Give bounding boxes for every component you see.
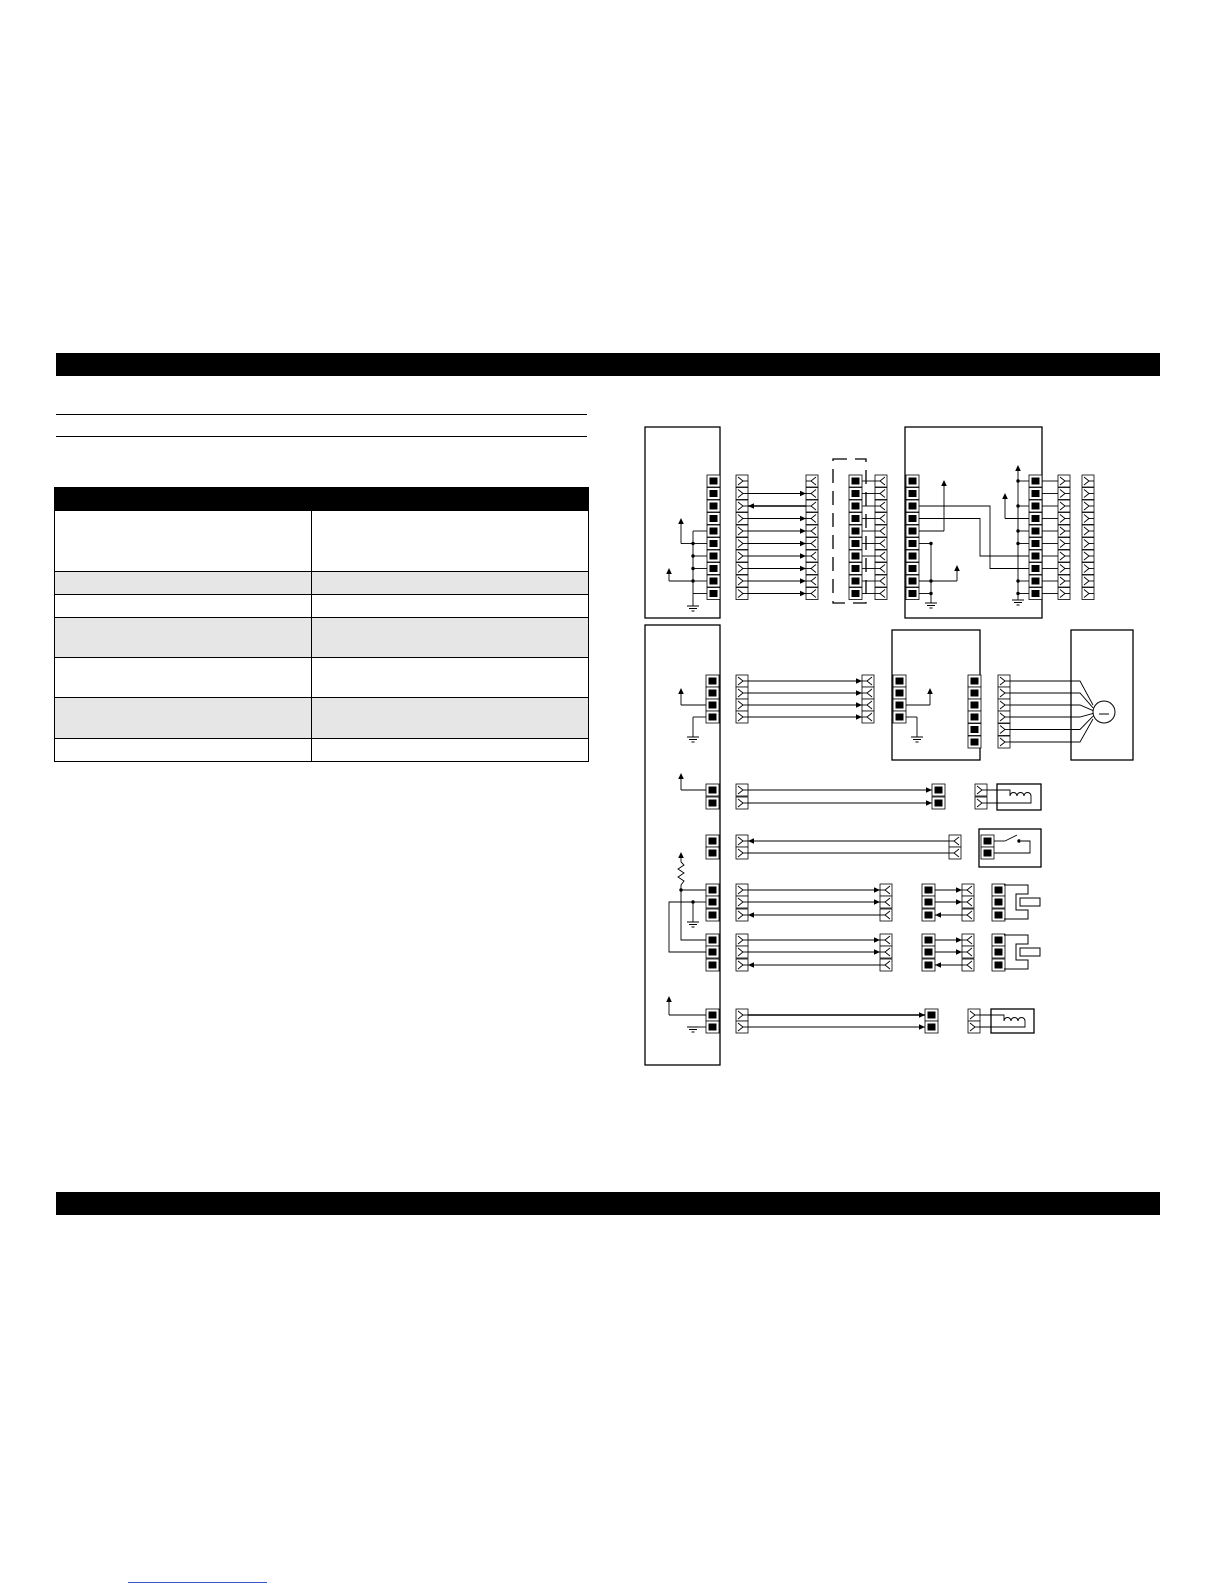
wire bbox=[980, 1021, 1025, 1027]
arrowhead bbox=[935, 912, 941, 918]
connector-pin-contact bbox=[709, 949, 717, 956]
connector-pin-contact bbox=[1032, 565, 1040, 572]
photo-interrupter-icon bbox=[1020, 898, 1040, 906]
junction-dot bbox=[929, 592, 932, 595]
arrowhead bbox=[956, 899, 962, 905]
connector-pin-contact bbox=[710, 565, 718, 572]
connector-pin-contact bbox=[995, 937, 1003, 944]
table-cell bbox=[55, 618, 312, 657]
arrowhead bbox=[954, 565, 960, 571]
wire bbox=[681, 890, 706, 940]
table-cell bbox=[312, 618, 588, 657]
table-cell bbox=[312, 658, 588, 697]
footer-link[interactable] bbox=[128, 1570, 267, 1583]
table-header-cell bbox=[55, 488, 312, 510]
solenoid-coil-icon bbox=[1004, 1018, 1025, 1022]
connector-pin-contact bbox=[709, 962, 717, 969]
arrowhead bbox=[919, 1012, 925, 1018]
connector-pin-contact bbox=[709, 937, 717, 944]
connector-pin-contact bbox=[909, 590, 917, 597]
connector-pin-contact bbox=[896, 702, 904, 709]
connector-pin-contact bbox=[1032, 540, 1040, 547]
arrowhead bbox=[666, 568, 672, 574]
connector-pin-contact bbox=[1032, 553, 1040, 560]
arrowhead bbox=[856, 690, 862, 696]
connector-pin-contact bbox=[971, 690, 979, 697]
connector-pin-contact bbox=[710, 478, 718, 485]
table-row bbox=[55, 658, 588, 698]
arrowhead bbox=[926, 800, 932, 806]
junction-dot bbox=[691, 542, 694, 545]
wire bbox=[987, 790, 1010, 796]
connector-pin-contact bbox=[935, 787, 943, 794]
connector-pin-contact bbox=[709, 800, 717, 807]
table-header-row bbox=[55, 488, 588, 511]
wire bbox=[1010, 719, 1093, 742]
connector-pin-contact bbox=[995, 887, 1003, 894]
connector-pin-contact bbox=[995, 912, 1003, 919]
table-cell bbox=[55, 511, 312, 571]
connector-pin-contact bbox=[909, 490, 917, 497]
arrowhead bbox=[935, 962, 941, 968]
connector-pin-contact bbox=[925, 962, 933, 969]
arrowhead bbox=[956, 949, 962, 955]
connector-pin-contact bbox=[928, 1012, 936, 1019]
wiring-diagram bbox=[620, 410, 1160, 1080]
arrowhead bbox=[748, 962, 754, 968]
wire bbox=[1010, 716, 1093, 729]
connector-pin-contact bbox=[971, 678, 979, 685]
arrowhead bbox=[1002, 493, 1008, 499]
connector-pin-contact bbox=[1032, 528, 1040, 535]
panel-board bbox=[905, 427, 1042, 618]
section-title bbox=[56, 414, 587, 437]
arrowhead bbox=[874, 949, 880, 955]
arrowhead bbox=[874, 937, 880, 943]
connector-pin-contact bbox=[852, 540, 860, 547]
connector-pin-contact bbox=[710, 553, 718, 560]
solenoid-unit bbox=[997, 784, 1041, 810]
table-cell bbox=[312, 739, 588, 761]
switch-icon bbox=[1005, 835, 1017, 841]
connector-pin-contact bbox=[710, 578, 718, 585]
connector-pin-contact bbox=[710, 515, 718, 522]
connector-pin-contact bbox=[1032, 590, 1040, 597]
arrowhead bbox=[919, 1024, 925, 1030]
connector-pin-contact bbox=[984, 838, 992, 845]
arrowhead bbox=[678, 518, 684, 524]
connector-pin-contact bbox=[909, 540, 917, 547]
connector-pin-contact bbox=[852, 590, 860, 597]
motor-unit bbox=[1071, 630, 1133, 760]
arrowhead bbox=[678, 852, 684, 858]
arrowhead bbox=[1015, 465, 1021, 471]
connector-pin-contact bbox=[709, 787, 717, 794]
connector-pin-contact bbox=[710, 590, 718, 597]
table-cell bbox=[55, 698, 312, 738]
junction-dot bbox=[929, 542, 932, 545]
table-cell bbox=[312, 595, 588, 617]
wire bbox=[919, 506, 1029, 569]
table-cell bbox=[55, 658, 312, 697]
connector-pin-contact bbox=[710, 528, 718, 535]
arrowhead bbox=[800, 566, 806, 572]
junction-dot bbox=[1016, 504, 1019, 507]
junction-dot bbox=[1016, 542, 1019, 545]
connector-pin-contact bbox=[995, 899, 1003, 906]
arrowhead bbox=[941, 480, 947, 486]
connector-pin-contact bbox=[909, 578, 917, 585]
arrowhead bbox=[678, 688, 684, 694]
connector-pin-contact bbox=[971, 702, 979, 709]
connector-pin-contact bbox=[1032, 478, 1040, 485]
connector-pin-contact bbox=[995, 949, 1003, 956]
table-row bbox=[55, 595, 588, 618]
connector-pin-contact bbox=[852, 490, 860, 497]
photo-interrupter-icon bbox=[1020, 948, 1040, 956]
connector-pin-contact bbox=[709, 850, 717, 857]
connector-pin-contact bbox=[971, 726, 979, 733]
connector-pin-contact bbox=[852, 565, 860, 572]
motor-icon bbox=[1093, 701, 1115, 723]
junction-dot bbox=[1016, 579, 1019, 582]
photo-interrupter-icon bbox=[1004, 885, 1028, 919]
junction-dot bbox=[929, 579, 932, 582]
connector-pin-contact bbox=[925, 949, 933, 956]
connector-pin-contact bbox=[852, 478, 860, 485]
arrowhead bbox=[874, 887, 880, 893]
arrowhead bbox=[748, 838, 754, 844]
arrowhead bbox=[678, 773, 684, 779]
resistor-icon bbox=[678, 862, 684, 890]
arrowhead bbox=[956, 887, 962, 893]
connector-pin-contact bbox=[925, 887, 933, 894]
table-cell bbox=[55, 739, 312, 761]
wire bbox=[1010, 705, 1093, 711]
connector-pin-contact bbox=[709, 678, 717, 685]
connector-pin-contact bbox=[925, 912, 933, 919]
arrowhead bbox=[856, 678, 862, 684]
connector-pin-contact bbox=[1032, 515, 1040, 522]
table-header-cell bbox=[312, 488, 588, 510]
spec-table bbox=[54, 487, 589, 762]
wire bbox=[669, 902, 706, 952]
connector-pin-contact bbox=[709, 899, 717, 906]
connector-pin-contact bbox=[925, 937, 933, 944]
connector-pin-contact bbox=[909, 478, 917, 485]
connector-pin-contact bbox=[852, 528, 860, 535]
table-cell bbox=[55, 595, 312, 617]
connector-pin-contact bbox=[709, 912, 717, 919]
wire bbox=[919, 519, 1029, 557]
connector-pin-contact bbox=[909, 565, 917, 572]
switch-icon bbox=[994, 841, 1030, 853]
connector-pin-contact bbox=[971, 714, 979, 721]
junction-dot bbox=[1016, 479, 1019, 482]
connector-pin-contact bbox=[709, 714, 717, 721]
connector-pin-contact bbox=[984, 850, 992, 857]
connector-pin-contact bbox=[710, 540, 718, 547]
connector-pin-contact bbox=[852, 503, 860, 510]
arrowhead bbox=[748, 912, 754, 918]
table-row bbox=[55, 618, 588, 658]
arrowhead bbox=[874, 899, 880, 905]
arrowhead bbox=[800, 591, 806, 597]
wire bbox=[980, 1015, 1004, 1021]
header-bar bbox=[56, 353, 1160, 376]
connector-pin-contact bbox=[852, 578, 860, 585]
table-cell bbox=[312, 572, 588, 594]
wire bbox=[987, 796, 1031, 803]
connector-pin-contact bbox=[971, 739, 979, 746]
connector-pin-contact bbox=[909, 515, 917, 522]
connector-pin-contact bbox=[710, 490, 718, 497]
connector-pin-contact bbox=[896, 678, 904, 685]
arrowhead bbox=[800, 578, 806, 584]
connector-pin-contact bbox=[709, 1012, 717, 1019]
arrowhead bbox=[748, 503, 754, 509]
connector-pin-contact bbox=[935, 800, 943, 807]
connector-pin-contact bbox=[852, 553, 860, 560]
table-row bbox=[55, 698, 588, 739]
connector-pin-contact bbox=[710, 503, 718, 510]
footer-bar bbox=[56, 1192, 1160, 1215]
arrowhead bbox=[856, 714, 862, 720]
arrowhead bbox=[800, 528, 806, 534]
junction-dot bbox=[1017, 839, 1020, 842]
table-row bbox=[55, 739, 588, 761]
connector-pin-contact bbox=[896, 690, 904, 697]
solenoid-unit bbox=[991, 1009, 1034, 1033]
junction-dot bbox=[691, 579, 694, 582]
arrowhead bbox=[800, 553, 806, 559]
junction-dot bbox=[1016, 592, 1019, 595]
arrowhead bbox=[800, 491, 806, 497]
connector-pin-contact bbox=[1032, 503, 1040, 510]
arrowhead bbox=[927, 688, 933, 694]
connector-pin-contact bbox=[709, 838, 717, 845]
wire bbox=[1010, 713, 1093, 717]
connector-pin-contact bbox=[909, 553, 917, 560]
table-cell bbox=[55, 572, 312, 594]
connector-pin-contact bbox=[1032, 490, 1040, 497]
arrowhead bbox=[956, 937, 962, 943]
junction-dot bbox=[691, 567, 694, 570]
connector-pin-contact bbox=[909, 503, 917, 510]
arrowhead bbox=[800, 516, 806, 522]
table-cell bbox=[312, 698, 588, 738]
arrowhead bbox=[666, 996, 672, 1002]
table-row bbox=[55, 572, 588, 595]
connector-pin-contact bbox=[852, 515, 860, 522]
connector-pin-contact bbox=[928, 1024, 936, 1031]
connector-pin-contact bbox=[709, 887, 717, 894]
photo-interrupter-icon bbox=[1004, 935, 1028, 969]
table-row bbox=[55, 511, 588, 572]
connector-pin-contact bbox=[709, 690, 717, 697]
connector-pin-contact bbox=[896, 714, 904, 721]
solenoid-coil-icon bbox=[1010, 793, 1031, 796]
arrowhead bbox=[856, 702, 862, 708]
connector-pin-contact bbox=[709, 702, 717, 709]
arrowhead bbox=[926, 787, 932, 793]
connector-pin-contact bbox=[709, 1024, 717, 1031]
connector-pin-contact bbox=[1032, 578, 1040, 585]
junction-dot bbox=[1016, 529, 1019, 532]
connector-pin-contact bbox=[909, 528, 917, 535]
connector-pin-contact bbox=[925, 899, 933, 906]
connector-pin-contact bbox=[995, 962, 1003, 969]
arrowhead bbox=[800, 541, 806, 547]
junction-dot bbox=[691, 554, 694, 557]
table-cell bbox=[312, 511, 588, 571]
